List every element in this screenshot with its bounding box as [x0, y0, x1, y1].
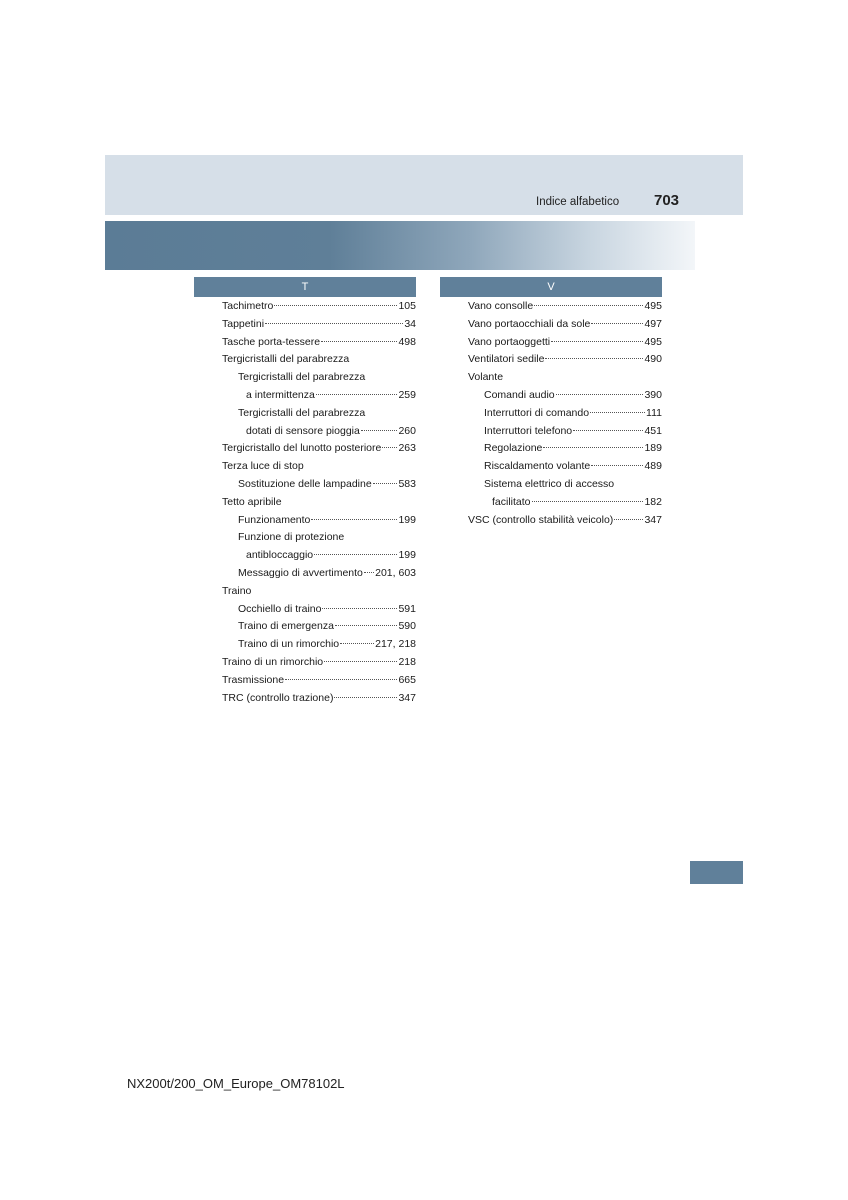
entry-page: 199: [398, 549, 416, 562]
entry-label: Tergicristalli del parabrezza: [238, 371, 366, 384]
entry-page: 451: [644, 424, 662, 437]
entry-page: 495: [644, 335, 662, 348]
entry-page: 347: [398, 691, 416, 704]
index-entry: [194, 494, 416, 512]
letter-heading-v: V: [440, 277, 662, 297]
index-entry: [194, 351, 416, 369]
entry-label: Funzione di protezione: [238, 531, 345, 544]
page-number: 703: [654, 192, 680, 209]
document-code: NX200t/200_OM_Europe_OM78102L: [127, 1076, 345, 1091]
dot-leader: [556, 394, 644, 395]
entry-page: 590: [398, 620, 416, 633]
index-entry: [194, 423, 416, 441]
index-entry: [194, 690, 416, 708]
entry-page: 201, 603: [375, 566, 416, 579]
dot-leader: [614, 519, 643, 520]
entry-page: 260: [398, 424, 416, 437]
index-entry: [194, 369, 416, 387]
dot-leader: [361, 430, 398, 431]
entry-page: 259: [398, 388, 416, 401]
index-entry: [194, 672, 416, 690]
entry-label: Funzionamento: [238, 513, 311, 526]
dot-leader: [534, 305, 643, 306]
index-entry: [440, 476, 662, 494]
index-entry: [440, 298, 662, 316]
index-entry: [194, 654, 416, 672]
entry-label: Ventilatori sedile: [468, 353, 545, 366]
entry-page: 665: [398, 673, 416, 686]
dot-leader: [316, 394, 398, 395]
entry-label: Tetto apribile: [222, 495, 282, 508]
entry-label: Volante: [468, 371, 504, 384]
entry-label: VSC (controllo stabilità veicolo): [468, 513, 614, 526]
index-entry: [440, 369, 662, 387]
entry-page: 182: [644, 495, 662, 508]
index-entry: [194, 636, 416, 654]
entry-label: Tergicristallo del lunotto posteriore: [222, 442, 382, 455]
dot-leader: [274, 305, 397, 306]
dot-leader: [265, 323, 403, 324]
entry-page: 583: [398, 477, 416, 490]
index-entry: [440, 351, 662, 369]
entry-page: 263: [398, 442, 416, 455]
index-entry: [194, 601, 416, 619]
index-entry: [194, 458, 416, 476]
index-entry: [440, 458, 662, 476]
index-entry: [194, 334, 416, 352]
entry-label: a intermittenza: [246, 388, 315, 401]
index-entry: [440, 334, 662, 352]
entry-label: Trasmissione: [222, 673, 285, 686]
entry-label: Vano consolle: [468, 300, 534, 312]
dot-leader: [551, 341, 643, 342]
dot-leader: [545, 358, 643, 359]
dot-leader: [322, 608, 397, 609]
entry-label: Tasche porta-tessere: [222, 335, 321, 348]
entry-page: 390: [644, 388, 662, 401]
entry-label: Interruttori di comando: [484, 406, 590, 419]
dot-leader: [285, 679, 397, 680]
index-entry: [194, 476, 416, 494]
entry-page: 497: [644, 317, 662, 330]
entry-label: Occhiello di traino: [238, 602, 322, 615]
index-entry: [194, 618, 416, 636]
entry-label: Vano portaoggetti: [468, 335, 551, 348]
dot-leader: [364, 572, 374, 573]
dot-leader: [340, 643, 374, 644]
dot-leader: [543, 447, 643, 448]
entry-label: Tappetini: [222, 317, 265, 330]
dot-leader: [590, 412, 645, 413]
entry-page: 34: [404, 317, 416, 330]
entry-page: 347: [644, 513, 662, 526]
entry-label: Sistema elettrico di accesso: [484, 477, 615, 490]
entry-label: Terza luce di stop: [222, 460, 304, 473]
entry-page: 490: [644, 353, 662, 366]
entry-label: Traino di un rimorchio: [238, 638, 340, 651]
section-gradient-bar: [105, 221, 695, 270]
index-entry: [440, 387, 662, 405]
entry-label: Tachimetro: [222, 300, 274, 312]
index-entry: [194, 316, 416, 334]
entry-label: Tergicristalli del parabrezza: [222, 353, 350, 366]
dot-leader: [314, 554, 397, 555]
index-entry: [194, 547, 416, 565]
dot-leader: [532, 501, 644, 502]
index-entry: [194, 512, 416, 530]
index-column-t: [194, 277, 416, 707]
entry-label: Riscaldamento volante: [484, 460, 591, 473]
entry-label: Regolazione: [484, 442, 543, 455]
index-entry: [440, 423, 662, 441]
index-entry: [194, 298, 416, 316]
index-column-v: [440, 277, 662, 529]
entry-label: facilitato: [492, 495, 531, 508]
entry-page: 489: [644, 460, 662, 473]
dot-leader: [334, 697, 397, 698]
entry-page: 218: [398, 655, 416, 668]
index-entry: [194, 405, 416, 423]
dot-leader: [311, 519, 397, 520]
entry-label: antibloccaggio: [246, 549, 314, 562]
dot-leader: [324, 661, 397, 662]
index-entry: [194, 583, 416, 601]
index-entry: [440, 440, 662, 458]
index-entries-v: [440, 298, 662, 529]
entry-page: 189: [644, 442, 662, 455]
index-entry: [440, 405, 662, 423]
index-entry: [194, 565, 416, 583]
index-entry: [440, 512, 662, 530]
entry-page: 591: [398, 602, 416, 615]
header-band: [105, 155, 743, 215]
entry-label: Traino di emergenza: [238, 620, 334, 633]
index-entry: [440, 494, 662, 512]
entry-label: Messaggio di avvertimento: [238, 566, 363, 579]
entry-page: 498: [398, 335, 416, 348]
entry-label: TRC (controllo trazione): [222, 691, 334, 704]
index-entry: [440, 316, 662, 334]
dot-leader: [573, 430, 643, 431]
index-entry: [194, 529, 416, 547]
section-title: Indice alfabetico: [536, 196, 620, 208]
dot-leader: [335, 625, 398, 626]
entry-label: Sostituzione delle lampadine: [238, 477, 372, 490]
entry-page: 495: [644, 300, 662, 312]
index-entry: [194, 387, 416, 405]
entry-label: Traino di un rimorchio: [222, 655, 324, 668]
entry-page: 105: [398, 300, 416, 312]
entry-label: Interruttori telefono: [484, 424, 573, 437]
entry-label: Tergicristalli del parabrezza: [238, 406, 366, 419]
entry-label: Comandi audio: [484, 388, 555, 401]
dot-leader: [382, 447, 397, 448]
dot-leader: [591, 465, 643, 466]
index-entry: [194, 440, 416, 458]
entry-label: Vano portaocchiali da sole: [468, 317, 591, 330]
entry-page: 111: [646, 406, 662, 419]
entry-label: Traino: [222, 584, 252, 597]
dot-leader: [321, 341, 397, 342]
letter-heading-t: T: [194, 277, 416, 297]
entry-page: 217, 218: [375, 638, 416, 651]
chapter-side-tab: [690, 861, 743, 884]
entry-page: 199: [398, 513, 416, 526]
dot-leader: [591, 323, 643, 324]
index-entries-t: [194, 298, 416, 707]
entry-label: dotati di sensore pioggia: [246, 424, 360, 437]
dot-leader: [373, 483, 398, 484]
